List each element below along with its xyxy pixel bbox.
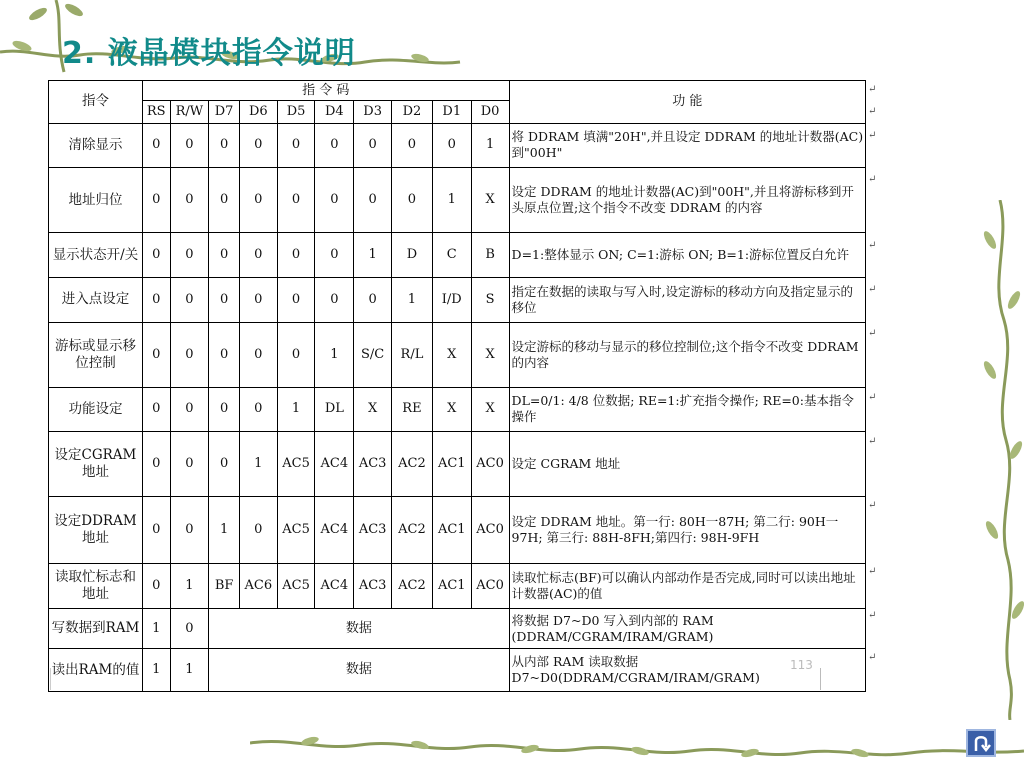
row-bit: 0: [170, 233, 209, 278]
table-row: [49, 497, 866, 564]
row-bit: 0: [354, 123, 392, 168]
header-bit: D4: [315, 101, 354, 123]
row-bit: 0: [170, 168, 209, 233]
return-mark-icon: ↵: [868, 174, 877, 185]
return-mark-icon: ↵: [868, 130, 877, 141]
header-bit: D6: [239, 101, 277, 123]
row-bit: 0: [315, 233, 354, 278]
row-bit: 0: [392, 168, 433, 233]
row-bit: 1: [142, 649, 170, 692]
row-bit: 1: [432, 168, 471, 233]
return-mark-icon: ↵: [868, 652, 877, 663]
row-bit: AC3: [354, 564, 392, 609]
header-bit: D5: [277, 101, 315, 123]
row-bit: 0: [239, 387, 277, 432]
header-bit: RS: [142, 101, 170, 123]
row-bit: 0: [277, 277, 315, 322]
row-bit: 0: [209, 387, 240, 432]
row-bit: 0: [277, 123, 315, 168]
header-bit: D0: [471, 101, 509, 123]
row-bit: AC5: [277, 432, 315, 497]
row-bit: 0: [239, 497, 277, 564]
row-bit: 1: [277, 387, 315, 432]
right-vine-decoration: [960, 200, 1024, 720]
row-bit: 0: [170, 123, 209, 168]
table-row: [49, 649, 866, 692]
table-row: [49, 432, 866, 497]
header-bit: D2: [392, 101, 433, 123]
return-mark-icon: ↵: [868, 240, 877, 251]
row-instruction-name: 功能设定: [49, 387, 143, 432]
row-bit: 0: [432, 123, 471, 168]
row-bit: 0: [239, 123, 277, 168]
return-mark-icon: ↵: [868, 392, 877, 403]
return-mark-icon: ↵: [868, 284, 877, 295]
row-function: D=1:整体显示 ON; C=1:游标 ON; B=1:游标位置反白允许: [509, 233, 865, 278]
row-bit: 1: [392, 277, 433, 322]
row-bit: AC0: [471, 497, 509, 564]
row-bit: S: [471, 277, 509, 322]
row-bit: DL: [315, 387, 354, 432]
row-function: 将数据 D7~D0 写入到内部的 RAM (DDRAM/CGRAM/IRAM/GRAM): [509, 608, 865, 649]
bottom-vine-decoration: [250, 715, 1024, 768]
table-row: [49, 322, 866, 387]
row-bit: 0: [142, 432, 170, 497]
row-instruction-name: 设定CGRAM地址: [49, 432, 143, 497]
row-bit: 0: [170, 608, 209, 649]
row-bit: 0: [142, 233, 170, 278]
row-bit: AC0: [471, 564, 509, 609]
row-bit: RE: [392, 387, 433, 432]
row-bit: 0: [392, 123, 433, 168]
row-bit: AC2: [392, 497, 433, 564]
row-instruction-name: 地址归位: [49, 168, 143, 233]
row-bit: 0: [354, 168, 392, 233]
row-bit: 0: [209, 168, 240, 233]
row-bit: 0: [239, 322, 277, 387]
table-row: [49, 123, 866, 168]
lcd-command-table: [48, 80, 866, 692]
table-row: [49, 564, 866, 609]
row-bit: 0: [277, 168, 315, 233]
row-bit: AC1: [432, 564, 471, 609]
row-bit: AC3: [354, 432, 392, 497]
row-bit: 1: [142, 608, 170, 649]
row-bit: C: [432, 233, 471, 278]
row-bit: AC5: [277, 564, 315, 609]
u-turn-return-icon: [971, 733, 991, 753]
row-data-label: 数据: [209, 608, 509, 649]
row-bit: 0: [142, 564, 170, 609]
row-bit: 0: [209, 123, 240, 168]
header-function: 功 能: [509, 81, 865, 124]
row-bit: 0: [142, 322, 170, 387]
return-mark-icon: ↵: [868, 500, 877, 511]
row-instruction-name: 清除显示: [49, 123, 143, 168]
row-bit: X: [471, 322, 509, 387]
row-bit: 0: [170, 497, 209, 564]
row-bit: 0: [315, 123, 354, 168]
row-bit: 0: [170, 322, 209, 387]
header-bit: R/W: [170, 101, 209, 123]
row-instruction-name: 进入点设定: [49, 277, 143, 322]
row-bit: AC5: [277, 497, 315, 564]
header-code-group: 指 令 码: [142, 81, 509, 101]
table-row: [49, 277, 866, 322]
table-row: [49, 387, 866, 432]
row-bit: 0: [277, 233, 315, 278]
row-instruction-name: 读出RAM的值: [49, 649, 143, 692]
row-bit: 0: [142, 387, 170, 432]
row-function: DL=0/1: 4/8 位数据; RE=1:扩充指令操作; RE=0:基本指令操作: [509, 387, 865, 432]
row-bit: 1: [315, 322, 354, 387]
row-bit: 0: [142, 168, 170, 233]
row-bit: 0: [170, 277, 209, 322]
row-function: 将 DDRAM 填满"20H",并且设定 DDRAM 的地址计数器(AC)到"00H": [509, 123, 865, 168]
row-bit: AC4: [315, 497, 354, 564]
row-bit: 1: [170, 564, 209, 609]
header-bit: D3: [354, 101, 392, 123]
row-function: 设定 CGRAM 地址: [509, 432, 865, 497]
row-function: 设定 DDRAM 的地址计数器(AC)到"00H",并且将游标移到开头原点位置;这个指令不改变 DDRAM 的内容: [509, 168, 865, 233]
row-bit: 0: [142, 277, 170, 322]
row-function: 设定 DDRAM 地址。第一行: 80H一87H; 第二行: 90H一97H; 第三行: 88H-8FH;第四行: 98H-9FH: [509, 497, 865, 564]
left-margin-line: [50, 668, 51, 690]
table-row: [49, 168, 866, 233]
row-bit: 0: [354, 277, 392, 322]
paragraph-marks-column: [868, 80, 898, 692]
row-bit: R/L: [392, 322, 433, 387]
row-bit: 0: [209, 322, 240, 387]
row-bit: AC2: [392, 432, 433, 497]
row-bit: 0: [142, 123, 170, 168]
row-bit: AC4: [315, 432, 354, 497]
row-bit: AC1: [432, 497, 471, 564]
row-bit: 0: [315, 277, 354, 322]
return-mark-icon: ↵: [868, 84, 877, 95]
row-instruction-name: 显示状态开/关: [49, 233, 143, 278]
row-bit: 0: [209, 277, 240, 322]
row-bit: B: [471, 233, 509, 278]
row-function: 设定游标的移动与显示的移位控制位;这个指令不改变 DDRAM 的内容: [509, 322, 865, 387]
row-bit: AC4: [315, 564, 354, 609]
row-function: 读取忙标志(BF)可以确认内部动作是否完成,同时可以读出地址计数器(AC)的值: [509, 564, 865, 609]
row-bit: AC6: [239, 564, 277, 609]
row-bit: X: [471, 387, 509, 432]
header-instruction: 指令: [49, 81, 143, 124]
row-bit: AC1: [432, 432, 471, 497]
row-function: 从内部 RAM 读取数据 D7~D0(DDRAM/CGRAM/IRAM/GRAM): [509, 649, 865, 692]
row-bit: I/D: [432, 277, 471, 322]
row-bit: AC2: [392, 564, 433, 609]
row-bit: X: [432, 387, 471, 432]
slide-title: 2. 液晶模块指令说明: [62, 36, 356, 71]
row-bit: BF: [209, 564, 240, 609]
row-bit: X: [432, 322, 471, 387]
return-mark-icon: ↵: [868, 328, 877, 339]
row-bit: S/C: [354, 322, 392, 387]
row-bit: 1: [471, 123, 509, 168]
table-row: [49, 608, 866, 649]
row-bit: 1: [209, 497, 240, 564]
row-data-label: 数据: [209, 649, 509, 692]
row-function: 指定在数据的读取与写入时,设定游标的移动方向及指定显示的移位: [509, 277, 865, 322]
row-bit: 0: [239, 168, 277, 233]
row-bit: AC0: [471, 432, 509, 497]
row-bit: 0: [239, 233, 277, 278]
row-instruction-name: 游标或显示移位控制: [49, 322, 143, 387]
return-mark-icon: ↵: [868, 610, 877, 621]
row-bit: 1: [239, 432, 277, 497]
row-instruction-name: 读取忙标志和地址: [49, 564, 143, 609]
row-bit: 0: [170, 432, 209, 497]
right-margin-line: [820, 668, 821, 690]
row-bit: X: [471, 168, 509, 233]
row-bit: 1: [170, 649, 209, 692]
row-instruction-name: 写数据到RAM: [49, 608, 143, 649]
row-bit: 0: [209, 233, 240, 278]
header-bit: D1: [432, 101, 471, 123]
header-bit: D7: [209, 101, 240, 123]
table-row: [49, 233, 866, 278]
row-bit: 1: [354, 233, 392, 278]
row-bit: 0: [315, 168, 354, 233]
return-mark-icon: ↵: [868, 566, 877, 577]
row-bit: 0: [209, 432, 240, 497]
row-bit: 0: [277, 322, 315, 387]
return-nav-button[interactable]: [966, 729, 996, 757]
page-number: 113: [790, 658, 813, 672]
row-bit: 0: [142, 497, 170, 564]
return-mark-icon: ↵: [868, 436, 877, 447]
row-bit: 0: [170, 387, 209, 432]
return-mark-icon: ↵: [868, 106, 877, 117]
row-instruction-name: 设定DDRAM地址: [49, 497, 143, 564]
command-table-panel: [48, 80, 906, 716]
row-bit: D: [392, 233, 433, 278]
row-bit: 0: [239, 277, 277, 322]
row-bit: X: [354, 387, 392, 432]
row-bit: AC3: [354, 497, 392, 564]
